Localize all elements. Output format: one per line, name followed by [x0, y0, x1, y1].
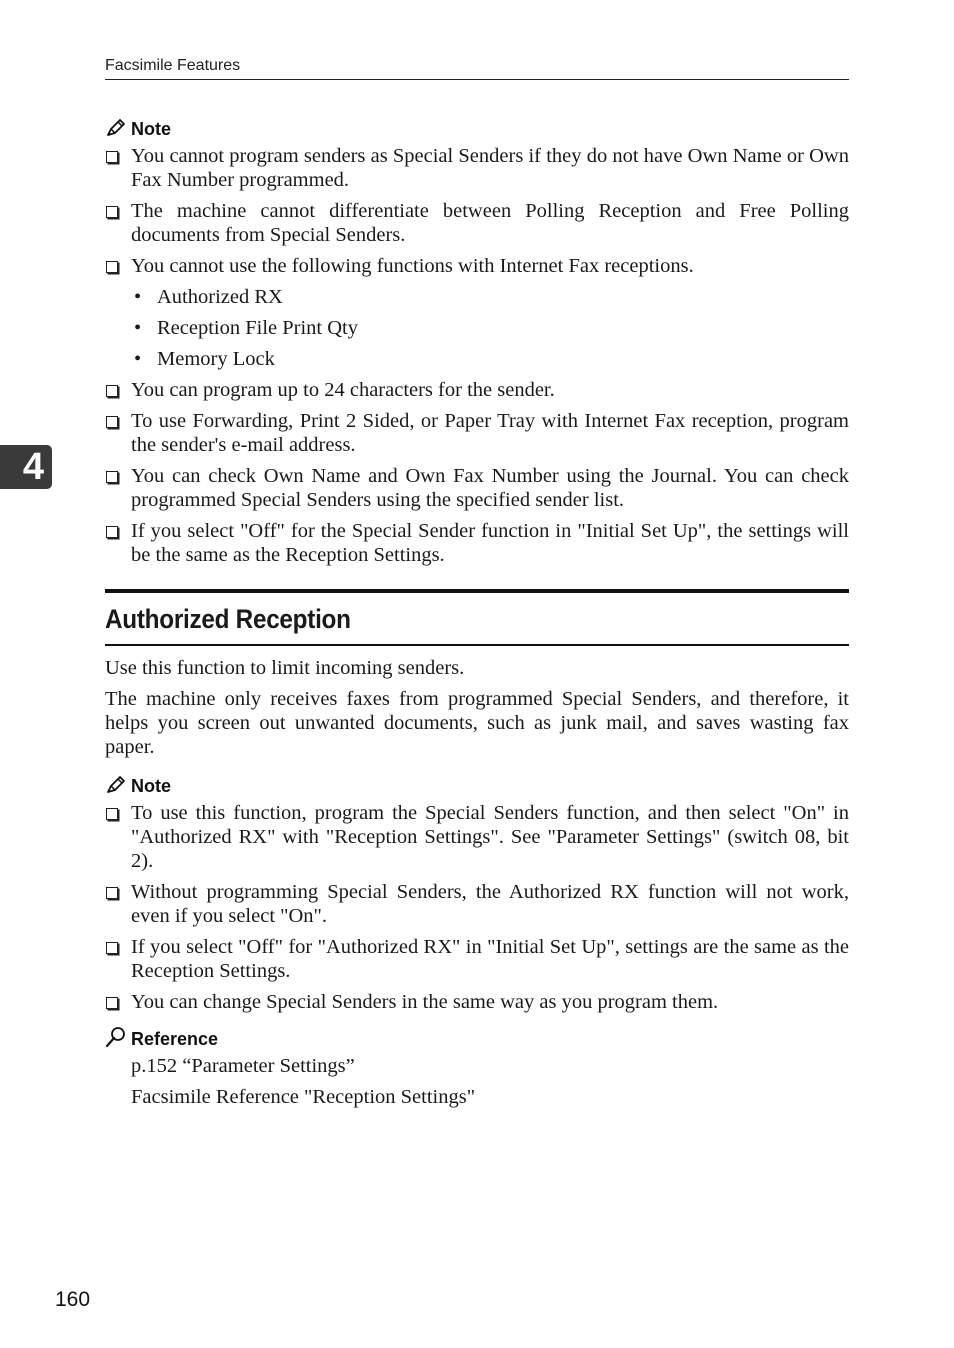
bullet-item: • Reception File Print Qty	[105, 316, 849, 340]
page-number: 160	[55, 1288, 91, 1311]
note-item-text: You can check Own Name and Own Fax Number using the Journal. You can check programmed Special Senders using the specified sender list.	[131, 465, 849, 511]
checkbox-bullet-icon	[106, 471, 118, 483]
bullet-item: • Memory Lock	[105, 347, 849, 371]
note-item-text: You cannot use the following functions with Internet Fax receptions.	[131, 255, 694, 277]
note-label: Note	[131, 119, 171, 139]
section-rule-top	[105, 589, 849, 593]
section-paragraph: Use this function to limit incoming senders.	[105, 657, 465, 679]
note-heading	[105, 116, 849, 142]
note-item	[105, 254, 849, 278]
section-paragraph: The machine only receives faxes from programmed Special Senders, and therefore, it helps you screen out unwanted documents, such as junk mail, and saves wasting fax paper.	[105, 688, 849, 758]
note-item	[105, 880, 849, 928]
reference-heading	[105, 1026, 849, 1052]
note-item	[105, 199, 849, 247]
note-label: Note	[131, 776, 171, 796]
note-item-text: If you select "Off" for "Authorized RX" in "Initial Set Up", settings are the same as the Reception Settings.	[131, 936, 849, 982]
note-item-text: If you select "Off" for the Special Sender function in "Initial Set Up", the settings will be the same as the Reception Settings.	[131, 520, 849, 566]
checkbox-bullet-icon	[106, 887, 118, 899]
reference-label: Reference	[131, 1029, 219, 1049]
note-item	[105, 144, 849, 192]
checkbox-bullet-icon	[106, 206, 118, 218]
section-title: Authorized Reception	[105, 604, 351, 634]
note-item-text: The machine cannot differentiate between Polling Reception and Free Polling documents from Special Senders.	[131, 200, 849, 246]
note-list	[105, 144, 849, 278]
note-item	[105, 801, 849, 873]
note-item-text: You can program up to 24 characters for the sender.	[131, 379, 555, 401]
checkbox-bullet-icon	[106, 385, 118, 397]
note-item-text: Without programming Special Senders, the Authorized RX function will not work, even if you select "On".	[131, 881, 849, 927]
note-list	[105, 801, 849, 1014]
chapter-number: 4	[22, 446, 44, 488]
note-item	[105, 935, 849, 983]
chapter-tab	[0, 445, 52, 489]
checkbox-bullet-icon	[106, 261, 118, 273]
note-item-text: You can change Special Senders in the same way as you program them.	[131, 991, 719, 1013]
note-heading	[105, 773, 849, 799]
reference-link[interactable]: p.152 “Parameter Settings”	[131, 1055, 355, 1077]
running-header: Facsimile Features	[105, 57, 241, 74]
checkbox-bullet-icon	[106, 151, 118, 163]
note-item	[105, 519, 849, 567]
note-item-text: You cannot program senders as Special Senders if they do not have Own Name or Own Fax Number programmed.	[131, 145, 849, 191]
bullet-item: • Authorized RX	[105, 285, 849, 309]
pencil-icon	[105, 118, 127, 138]
checkbox-bullet-icon	[106, 526, 118, 538]
note-item-text: To use this function, program the Special Senders function, and then select "On" in "Authorized RX" with "Reception Settings". See "Parameter Settings" (switch 08, bit 2).	[131, 802, 849, 872]
note-item	[105, 990, 849, 1014]
magnifier-icon	[105, 1026, 127, 1048]
checkbox-bullet-icon	[106, 808, 118, 820]
reference-text: Facsimile Reference "Reception Settings"	[131, 1086, 476, 1108]
note-item-text: To use Forwarding, Print 2 Sided, or Paper Tray with Internet Fax reception, program the sender's e-mail address.	[131, 410, 849, 456]
header-rule	[105, 79, 849, 80]
note-list-continued	[105, 378, 849, 567]
note-item	[105, 409, 849, 457]
note-item	[105, 378, 849, 402]
checkbox-bullet-icon	[106, 997, 118, 1009]
note-item	[105, 464, 849, 512]
pencil-icon	[105, 775, 127, 795]
function-bullet-list	[105, 285, 849, 371]
checkbox-bullet-icon	[106, 416, 118, 428]
checkbox-bullet-icon	[106, 942, 118, 954]
section-rule-bottom	[105, 644, 849, 646]
reference-list	[105, 1054, 849, 1109]
page-content	[105, 116, 849, 1109]
